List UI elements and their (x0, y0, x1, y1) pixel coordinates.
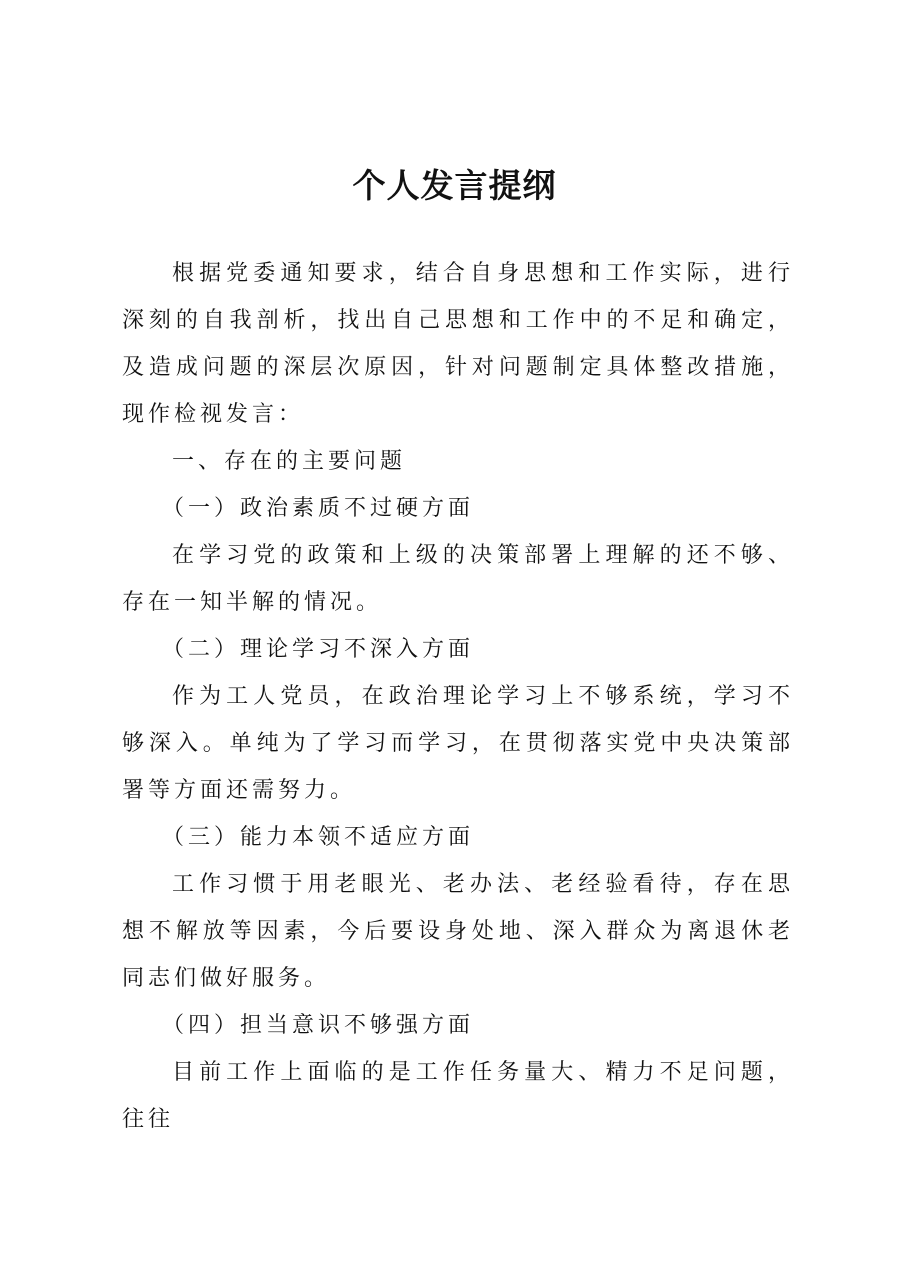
subsection-text-ability: 工作习惯于用老眼光、老办法、老经验看待，存在思想不解放等因素，今后要设身处地、深入群众为离退休老同志们做好服务。 (122, 872, 794, 991)
document-title: 个人发言提纲 (352, 166, 557, 205)
subsection-text-theory: 作为工人党员，在政治理论学习上不够系统，学习不够深入。单纯为了学习而学习，在贯彻落实党中央决策部署等方面还需努力。 (122, 684, 794, 803)
intro-paragraph: 根据党委通知要求，结合自身思想和工作实际，进行深刻的自我剖析，找出自己思想和工作中的不足和确定，及造成问题的深层次原因，针对问题制定具体整改措施，现作检视发言： (122, 261, 794, 427)
subsection-heading-political: （一）政治素质不过硬方面 (162, 496, 475, 521)
section-heading-problems: 一、存在的主要问题 (172, 449, 407, 474)
document-body (122, 250, 794, 1143)
subsection-text-political: 在学习党的政策和上级的决策部署上理解的还不够、存在一知半解的情况。 (122, 543, 794, 615)
subsection-text-responsibility: 目前工作上面临的是工作任务量大、精力不足问题，往往 (122, 1060, 794, 1132)
subsection-heading-responsibility: （四）担当意识不够强方面 (162, 1013, 475, 1038)
subsection-heading-theory: （二）理论学习不深入方面 (162, 637, 475, 662)
subsection-heading-ability: （三）能力本领不适应方面 (162, 825, 475, 850)
